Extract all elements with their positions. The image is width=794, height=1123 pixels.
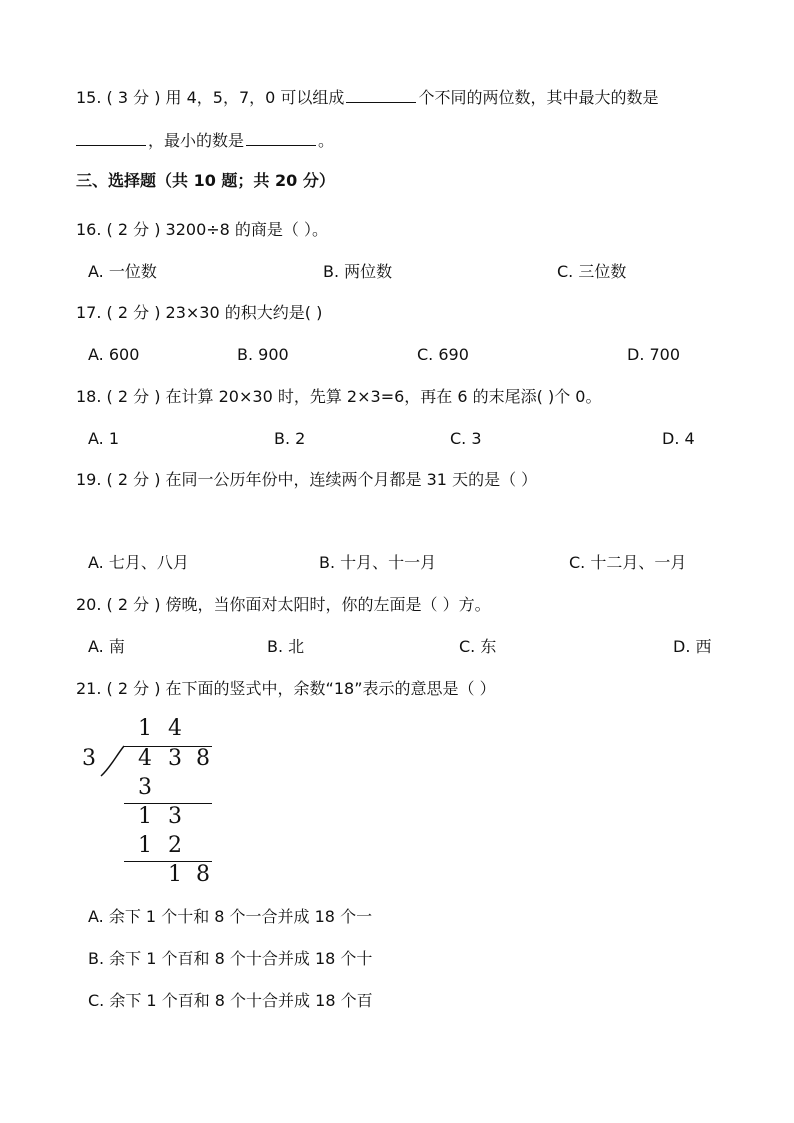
q20-option-d[interactable]: D. 西 (673, 637, 712, 656)
q16-stem: 16. ( 2 分 ) 3200÷8 的商是（ ）。 (76, 220, 329, 239)
section3-heading: 三、选择题（共 10 题；共 20 分） (76, 171, 335, 190)
quotient-digit: 1 (138, 716, 152, 741)
q16-option-b[interactable]: B. 两位数 (323, 262, 393, 281)
dividend-digit: 8 (196, 746, 210, 771)
long-division-figure (76, 714, 226, 892)
q18-option-a[interactable]: A. 1 (88, 429, 120, 448)
q15-line2 (76, 129, 334, 152)
remainder-digit: 1 (168, 862, 182, 887)
q19-option-a[interactable]: A. 七月、八月 (88, 553, 189, 572)
step-digit: 3 (168, 804, 182, 829)
quotient-digit: 4 (168, 716, 182, 741)
step-digit: 3 (138, 775, 152, 800)
q21-stem: 21. ( 2 分 ) 在下面的竖式中，余数“18”表示的意思是（ ） (76, 679, 496, 698)
step-digit: 1 (138, 833, 152, 858)
dividend-digit: 3 (168, 746, 182, 771)
remainder-digit: 8 (196, 862, 210, 887)
q21-option-a[interactable]: A. 余下 1 个十和 8 个一合并成 18 个一 (88, 907, 373, 926)
q21-option-c[interactable]: C. 余下 1 个百和 8 个十合并成 18 个百 (88, 991, 373, 1010)
q18-option-d[interactable]: D. 4 (662, 429, 695, 448)
q15-text-b: 个不同的两位数，其中最大的数是 (418, 88, 659, 107)
q15-line1 (76, 86, 658, 109)
q20-option-c[interactable]: C. 东 (459, 637, 497, 656)
q17-option-a[interactable]: A. 600 (88, 345, 140, 364)
q17-option-b[interactable]: B. 900 (237, 345, 289, 364)
q19-option-b[interactable]: B. 十月、十一月 (319, 553, 437, 572)
q21-option-b[interactable]: B. 余下 1 个百和 8 个十合并成 18 个十 (88, 949, 373, 968)
step-digit: 1 (138, 804, 152, 829)
q15-text-d: 。 (318, 131, 335, 150)
q17-option-d[interactable]: D. 700 (627, 345, 681, 364)
q18-stem: 18. ( 2 分 ) 在计算 20×30 时，先算 2×3=6，再在 6 的末尾添( )个 0。 (76, 387, 602, 406)
q15-blank-count[interactable] (346, 86, 416, 103)
division-bracket (98, 744, 128, 780)
q19-option-c[interactable]: C. 十二月、一月 (569, 553, 687, 572)
q15-text-a: 15. ( 3 分 ) 用 4，5，7，0 可以组成 (76, 88, 345, 107)
q16-option-a[interactable]: A. 一位数 (88, 262, 157, 281)
q18-option-c[interactable]: C. 3 (450, 429, 482, 448)
divisor: 3 (82, 746, 96, 771)
q20-option-a[interactable]: A. 南 (88, 637, 125, 656)
q15-blank-smallest[interactable] (246, 129, 316, 146)
step-digit: 2 (168, 833, 182, 858)
q19-stem: 19. ( 2 分 ) 在同一公历年份中，连续两个月都是 31 天的是（ ） (76, 470, 538, 489)
q20-stem: 20. ( 2 分 ) 傍晚，当你面对太阳时，你的左面是（ ）方。 (76, 595, 491, 614)
q16-option-c[interactable]: C. 三位数 (557, 262, 627, 281)
q17-option-c[interactable]: C. 690 (417, 345, 469, 364)
q15-text-c: ，最小的数是 (148, 131, 245, 150)
q18-option-b[interactable]: B. 2 (274, 429, 306, 448)
q20-option-b[interactable]: B. 北 (267, 637, 305, 656)
q15-blank-largest[interactable] (76, 129, 146, 146)
dividend-digit: 4 (138, 746, 152, 771)
q17-stem: 17. ( 2 分 ) 23×30 的积大约是( ) (76, 303, 323, 322)
